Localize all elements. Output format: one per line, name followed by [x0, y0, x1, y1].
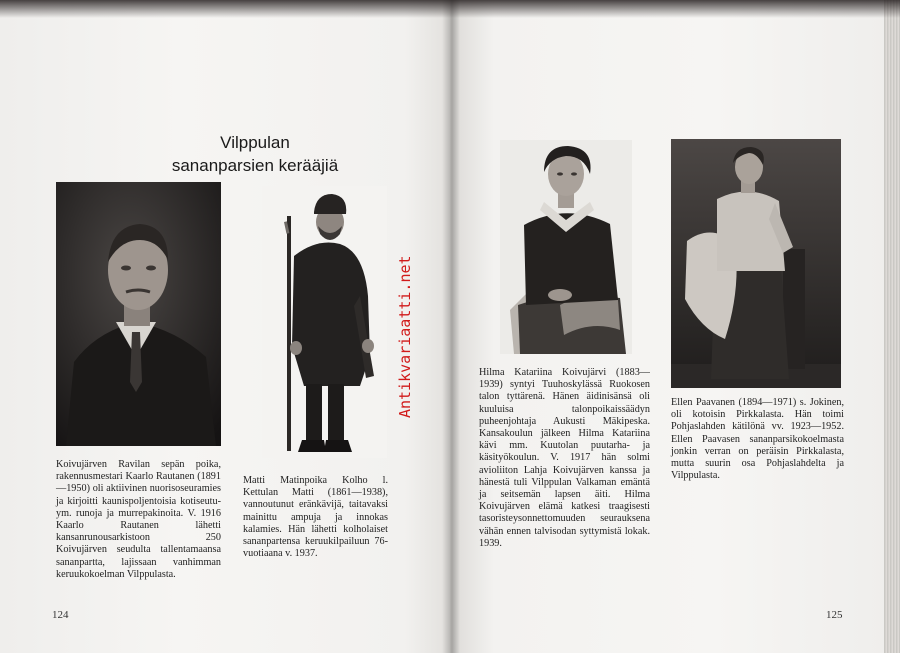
caption-kaarlo-rautanen: Koivujärven Ravilan sepän poika, rakennusmestari Kaarlo Rautanen (1891—1950) oli aktiivinen nuorisoseuramies ja kirjoitti kaunispoljentoisia kotiseutu- ym. runoja ja murrepakinoita. V. 1916 Kaarlo Rautanen lähetti kansanrunousarkistoon 250 Koivujärven seudulta tallentamaansa sananpartta, lajissaan vanhimman keruukokoelman Vilppulasta. [56, 459, 221, 580]
top-shadow [0, 0, 900, 18]
title-line-1: Vilppulan [220, 133, 290, 152]
photo-hilma-koivujarvi [500, 140, 632, 354]
portrait-man-suit-image [56, 182, 221, 446]
book-gutter [442, 0, 460, 653]
page-title [150, 131, 360, 177]
photo-ellen-paavanen [671, 139, 841, 388]
page-number-left: 124 [52, 609, 69, 621]
portrait-woman-standing-image [671, 139, 841, 388]
watermark [395, 248, 415, 418]
hunter-with-rifle-image [262, 186, 387, 458]
portrait-woman-seated-image [500, 140, 632, 354]
caption-hilma-koivujarvi: Hilma Katariina Koivujärvi (1883—1939) syntyi Tuuhoskylässä Ruokosen talon tyttärenä. Hänen äidinisänsä oli kuuluisa talonpoikaissäädyn puheenjohtaja Aukusti Mäkipeska. Kansakoulun jälkeen Hilma Katariina kävi mm. Kuutolan puutarha- ja käsityökoulun. V. 1917 hän solmi avioliiton Lahja Koivujärven kanssa ja hänestä tuli Vilppulan Valkaman emäntä ja seitsemän lapsen äiti. Hilma Koivujärven elämä katkesi traagisesti tasoristeysonnettomuuden seurauksena vähän ennen talvisodan syttymistä lokak. 1939. [479, 367, 650, 549]
title-line-2: sananparsien kerääjiä [171, 156, 339, 175]
page-number-right: 125 [826, 609, 843, 621]
caption-ellen-paavanen: Ellen Paavanen (1894—1971) s. Jokinen, oli kotoisin Pirkkalasta. Hän toimi Pohjaslahden kätilönä vv. 1923—1952. Ellen Paavasen sananparsikokoelmasta jonkin verran on peräisin Pirkkalasta, mutta suurin osa Pohjaslahdelta ja Vilppulasta. [671, 397, 844, 482]
photo-matti-kolho [262, 186, 387, 458]
caption-matti-kolho: Matti Matinpoika Kolho l. Kettulan Matti (1861—1938), vannoutunut eränkävijä, taitavaksi mainittu ampuja ja innokas kalamies. Hän lähetti kolholaiset sananpartensa keruukilpailuun 76-vuotiaana v. 1937. [243, 475, 388, 560]
photo-kaarlo-rautanen [56, 182, 221, 446]
page-edges [884, 0, 900, 653]
watermark-text: Antikvariaatti.net [396, 255, 414, 418]
